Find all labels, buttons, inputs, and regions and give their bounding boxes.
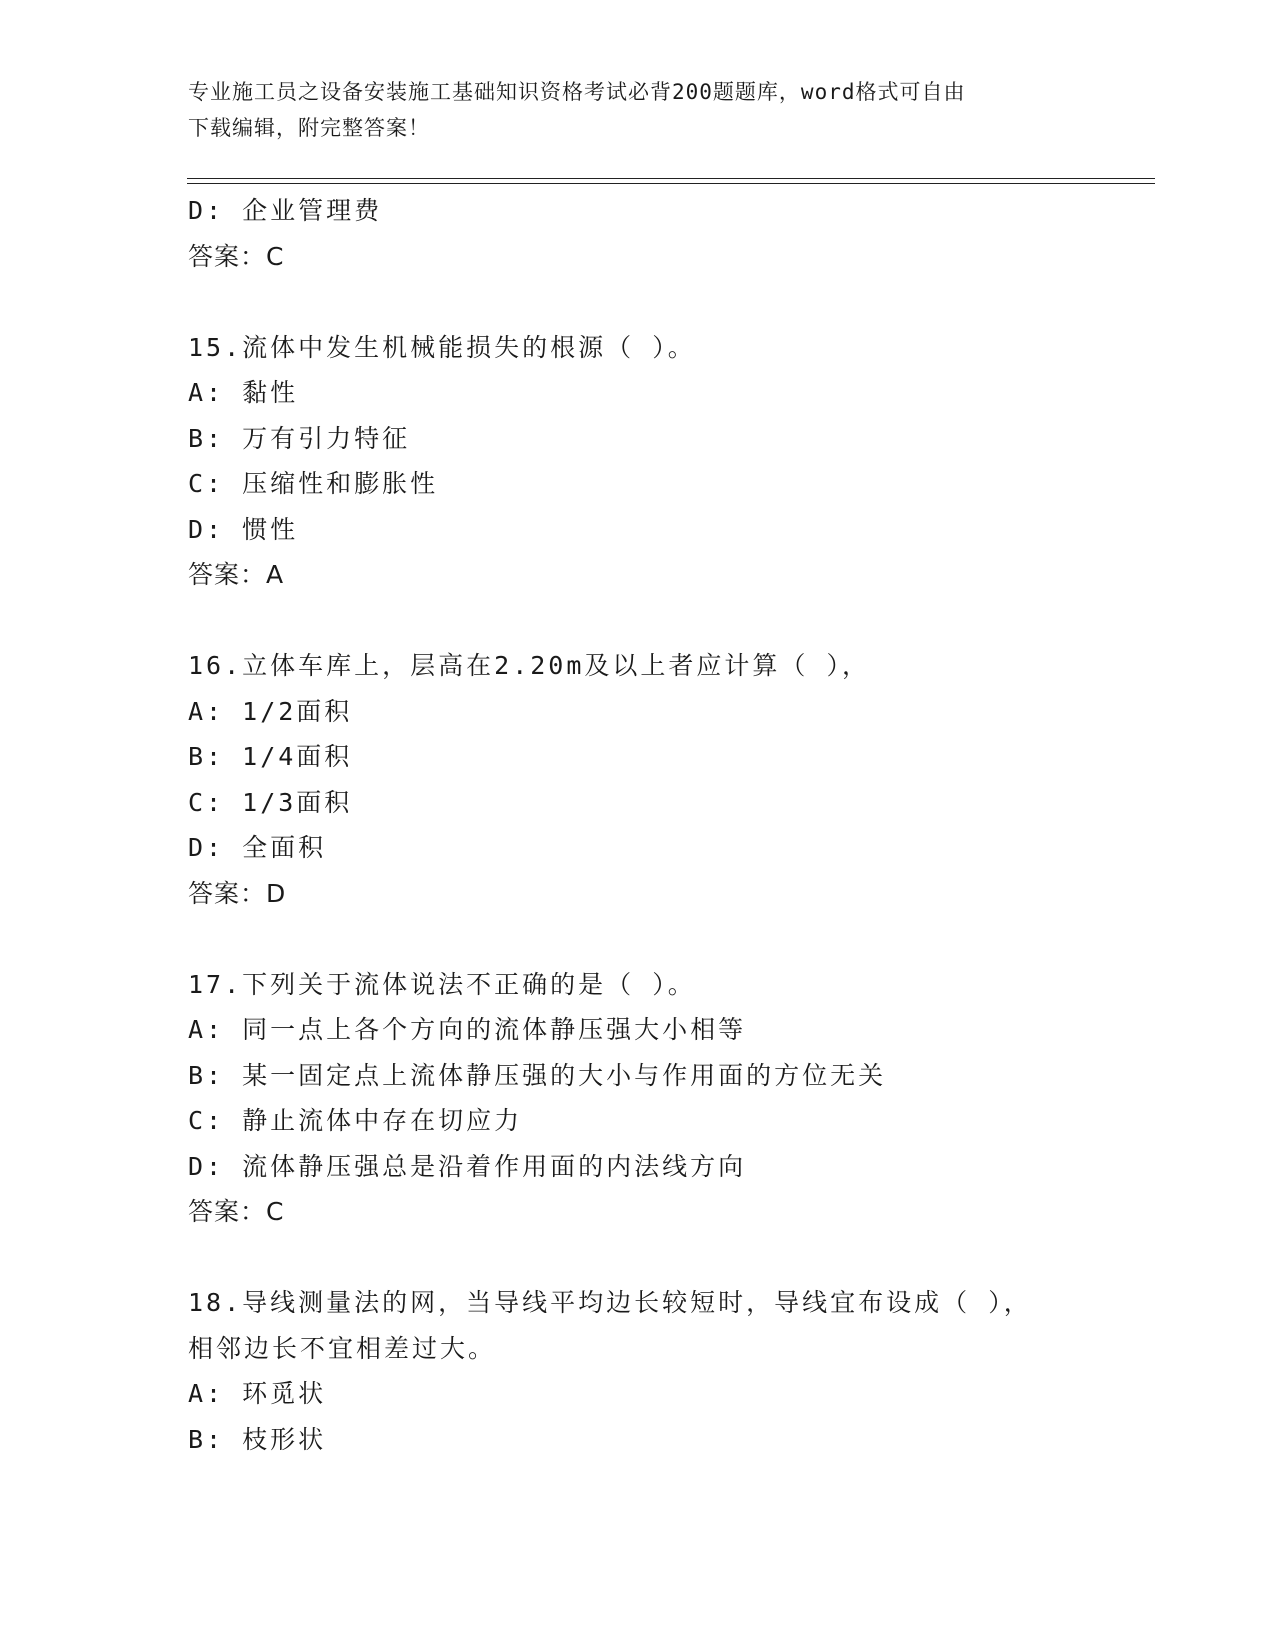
question-stem: 18.导线测量法的网，当导线平均边长较短时，导线宜布设成（ ）， xyxy=(188,1288,1032,1317)
answer: 答案：A xyxy=(188,560,285,589)
question-stem-continued: 相邻边长不宜相差过大。 xyxy=(188,1333,497,1363)
option-b: B: 1/4面积 xyxy=(188,742,353,771)
header-rule-bottom xyxy=(187,183,1155,184)
option-d: D: 惯性 xyxy=(188,514,299,544)
option-a: A: 黏性 xyxy=(188,378,299,407)
option-a: A: 环觅状 xyxy=(188,1379,327,1408)
option-a: A: 1/2面积 xyxy=(188,696,353,726)
spacer xyxy=(188,1235,1188,1281)
question-stem: 16.立体车库上，层高在2.20m及以上者应计算（ ）， xyxy=(188,651,870,680)
document-header xyxy=(188,74,1088,146)
question-stem: 15.流体中发生机械能损失的根源（ ）。 xyxy=(188,332,696,362)
prev-answer: 答案：C xyxy=(188,241,285,271)
header-rule-top xyxy=(187,178,1155,179)
option-b: B: 枝形状 xyxy=(188,1424,327,1454)
prev-option-d: D: 企业管理费 xyxy=(188,196,383,225)
option-c: C: 静止流体中存在切应力 xyxy=(188,1106,523,1135)
option-d: D: 全面积 xyxy=(188,833,327,862)
question-15 xyxy=(188,325,1188,598)
spacer xyxy=(188,598,1188,644)
option-d: D: 流体静压强总是沿着作用面的内法线方向 xyxy=(188,1151,747,1181)
spacer xyxy=(188,279,1188,325)
spacer xyxy=(188,916,1188,962)
option-b: B: 万有引力特征 xyxy=(188,423,411,453)
option-b: B: 某一固定点上流体静压强的大小与作用面的方位无关 xyxy=(188,1060,887,1090)
question-18 xyxy=(188,1280,1188,1462)
answer: 答案：C xyxy=(188,1197,285,1226)
question-list xyxy=(188,188,1188,1462)
option-a: A: 同一点上各个方向的流体静压强大小相等 xyxy=(188,1015,747,1044)
option-c: C: 压缩性和膨胀性 xyxy=(188,469,439,498)
question-16 xyxy=(188,643,1188,916)
question-17 xyxy=(188,962,1188,1235)
option-c: C: 1/3面积 xyxy=(188,787,353,817)
header-line-1: 专业施工员之设备安装施工基础知识资格考试必背200题题库，word格式可自由 xyxy=(188,80,966,104)
answer: 答案：D xyxy=(188,878,287,908)
question-stem: 17.下列关于流体说法不正确的是（ ）。 xyxy=(188,969,696,999)
header-line-2: 下载编辑，附完整答案！ xyxy=(188,116,430,140)
